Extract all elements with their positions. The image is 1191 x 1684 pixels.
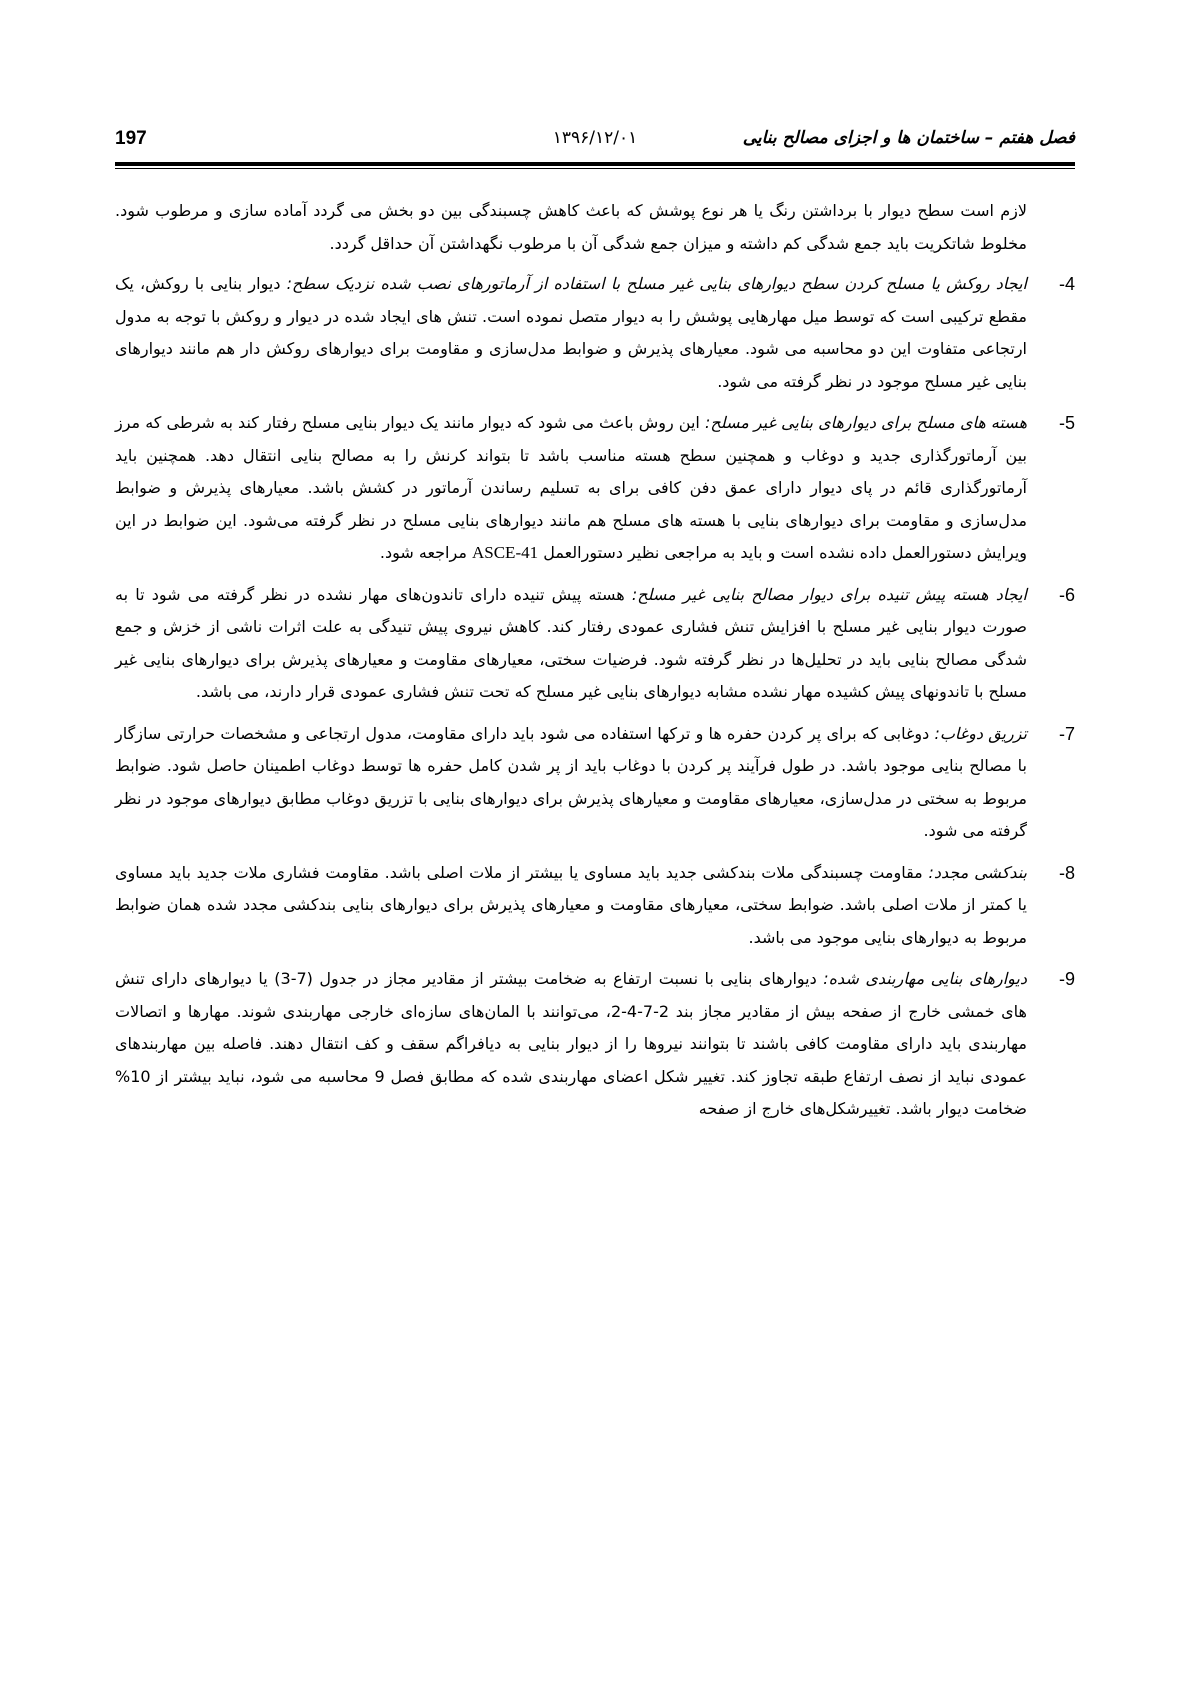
header-rule-thick bbox=[115, 162, 1075, 166]
intro-paragraph: لازم است سطح دیوار با برداشتن رنگ یا هر نوع پوشش که باعث کاهش چسبندگی بین دو بخش می گردد آماده سازی و مرطوب شود. مخلوط شاتکریت باید جمع شدگی کم داشته و میزان جمع شدگی آن با مرطوب نگهداشتن آن حداقل گردد. bbox=[115, 201, 1027, 253]
item-text: دوغابی که برای پر کردن حفره ها و ترکها استفاده می شود باید دارای مقاومت، مدول ارتجاعی و مشخصات حرارتی سازگار با مصالح بنایی موجود باشد. در طول فرآیند پر کردن با دوغاب باید از پر شدن کامل حفره ها توسط دوغاب اطمینان حاصل شود. ضوابط مربوط به سختی در مدل‌سازی، معیارهای مقاومت و معیارهای پذیرش برای دیوارهای بنایی با تزریق دوغاب مطابق دیوارهای موجود در نظر گرفته می شود. bbox=[115, 723, 1027, 840]
item-body bbox=[115, 268, 1027, 398]
item-body bbox=[115, 963, 1027, 1126]
item-number: 4- bbox=[1058, 274, 1075, 294]
page-header bbox=[115, 128, 1075, 160]
item-number: 8- bbox=[1058, 862, 1075, 883]
body-text bbox=[115, 195, 1075, 1135]
header-rule-thin bbox=[115, 168, 1075, 169]
item-number: 6- bbox=[1058, 584, 1075, 605]
item-text: این روش باعث می شود که دیوار مانند یک دیوار بنایی مسلح رفتار کند به شرطی که مرز بین آرماتورگذاری جدید و دوغاب و همچنین سطح هسته مناسب باشد تا بتواند کرنش را به مصالح بنایی انتقال دهد. همچنین باید آرماتورگذاری قائم در پای دیوار دارای عمق دفن کافی برای به تسلیم رساندن آرماتور در کشش باشد. معیارهای پذیرش و ضوابط مدل‌سازی و مقاومت برای دیوارهای بنایی با هسته های مسلح هم مانند دیوارهای بنایی مسلح در نظر گرفته می‌شود. این ضوابط در این ویرایش دستورالعمل داده نشده است و باید به مراجعی نظیر دستورالعمل bbox=[115, 413, 1027, 562]
page-number: 197 bbox=[115, 128, 147, 149]
list-item-5 bbox=[115, 407, 1075, 570]
item-number: 5- bbox=[1058, 413, 1075, 433]
item-title: ایجاد هسته پیش تنیده برای دیوار مصالح بنایی غیر مسلح: bbox=[631, 584, 1027, 604]
item-number: 9- bbox=[1058, 969, 1075, 989]
list-item-9 bbox=[115, 963, 1075, 1126]
reference-code: ASCE-41 bbox=[471, 543, 539, 562]
item-title: تزریق دوغاب: bbox=[934, 723, 1028, 743]
list-item-7 bbox=[115, 718, 1075, 848]
list-item-4 bbox=[115, 268, 1075, 398]
item-text: هسته پیش تنیده دارای تاندون‌های مهار نشده در نظر گرفته می شود تا به صورت دیوار بنایی غیر مسلح با افزایش تنش فشاری عمودی رفتار کند. کاهش نیروی پیش تنیدگی به علت اثرات ناشی از خزش و جمع شدگی مصالح بنایی باید در تحلیل‌ها در نظر گرفته شود. فرضیات سختی، معیارهای مقاومت و معیارهای پذیرش برای دیوارهای بنایی غیر مسلح با تاندونهای پیش کشیده مهار نشده مشابه دیوارهای بنایی غیر مسلح که تحت تنش فشاری عمودی قرار دارند، می باشد. bbox=[115, 584, 1027, 701]
item-text-end: مراجعه شود. bbox=[379, 543, 472, 562]
item-title: دیوارهای بنایی مهاربندی شده: bbox=[823, 969, 1027, 988]
item-body bbox=[115, 407, 1027, 570]
item-title: هسته های مسلح برای دیوارهای بنایی غیر مسلح: bbox=[704, 413, 1028, 432]
item-number: 7- bbox=[1058, 723, 1075, 744]
item-text: دیوارهای بنایی با نسبت ارتفاع به ضخامت بیشتر از مقادیر مجاز در جدول (7-3) یا دیوارهای دارای تنش های خمشی خارج از صفحه بیش از مقادیر مجاز بند 2-7-4-2، می‌توانند با المان‌های سازه‌ای خارجی مهاربندی شوند. مهارها و اتصالات مهاربندی باید دارای مقاومت کافی باشند تا بتوانند نیروها را از دیوار بنایی به دیافراگم سقف و کف انتقال دهند. فاصله بین مهاربندهای عمودی نباید از نصف ارتفاع طبقه تجاوز کند. تغییر شکل اعضای مهاربندی شده که مطابق فصل 9 محاسبه می شود، نباید بیشتر از 10% ضخامت دیوار باشد. تغییرشکل‌های خارج از صفحه bbox=[115, 969, 1027, 1118]
header-date: ۱۳۹۶/۱۲/۰۱ bbox=[552, 128, 638, 148]
item-text: دیوار بنایی با روکش، یک مقطع ترکیبی است که توسط میل مهارهایی پوشش را به دیوار متصل نموده است. تنش های ایجاد شده در دیوار و روکش با توجه به مدول ارتجاعی متفاوت این دو محاسبه می شود. معیارهای پذیرش و ضوابط مدل‌سازی و مقاومت برای دیوارهای روکش دار هم مانند دیوارهای بنایی غیر مسلح موجود در نظر گرفته می شود. bbox=[115, 274, 1027, 391]
item-body bbox=[115, 579, 1027, 709]
item-text: مقاومت چسبندگی ملات بندکشی جدید باید مساوی یا بیشتر از ملات اصلی باشد. مقاومت فشاری ملات جدید باید مساوی یا کمتر از ملات اصلی باشد. ضوابط سختی، معیارهای مقاومت و معیارهای پذیرش برای دیوارهای بنایی بندکشی مجدد شده همان ضوابط مربوط به دیوارهای بنایی موجود می باشد. bbox=[115, 862, 1027, 947]
chapter-title: فصل هفتم – ساختمان ها و اجزای مصالح بنایی bbox=[742, 128, 1075, 148]
item-title: ایجاد روکش یا مسلح کردن سطح دیوارهای بنایی غیر مسلح با استفاده از آرماتورهای نصب شده نزدیک سطح: bbox=[286, 274, 1027, 293]
item-body bbox=[115, 718, 1027, 848]
item-body bbox=[115, 857, 1027, 955]
item-title: بندکشی مجدد: bbox=[928, 862, 1028, 882]
list-item-8 bbox=[115, 857, 1075, 955]
list-item-6 bbox=[115, 579, 1075, 709]
